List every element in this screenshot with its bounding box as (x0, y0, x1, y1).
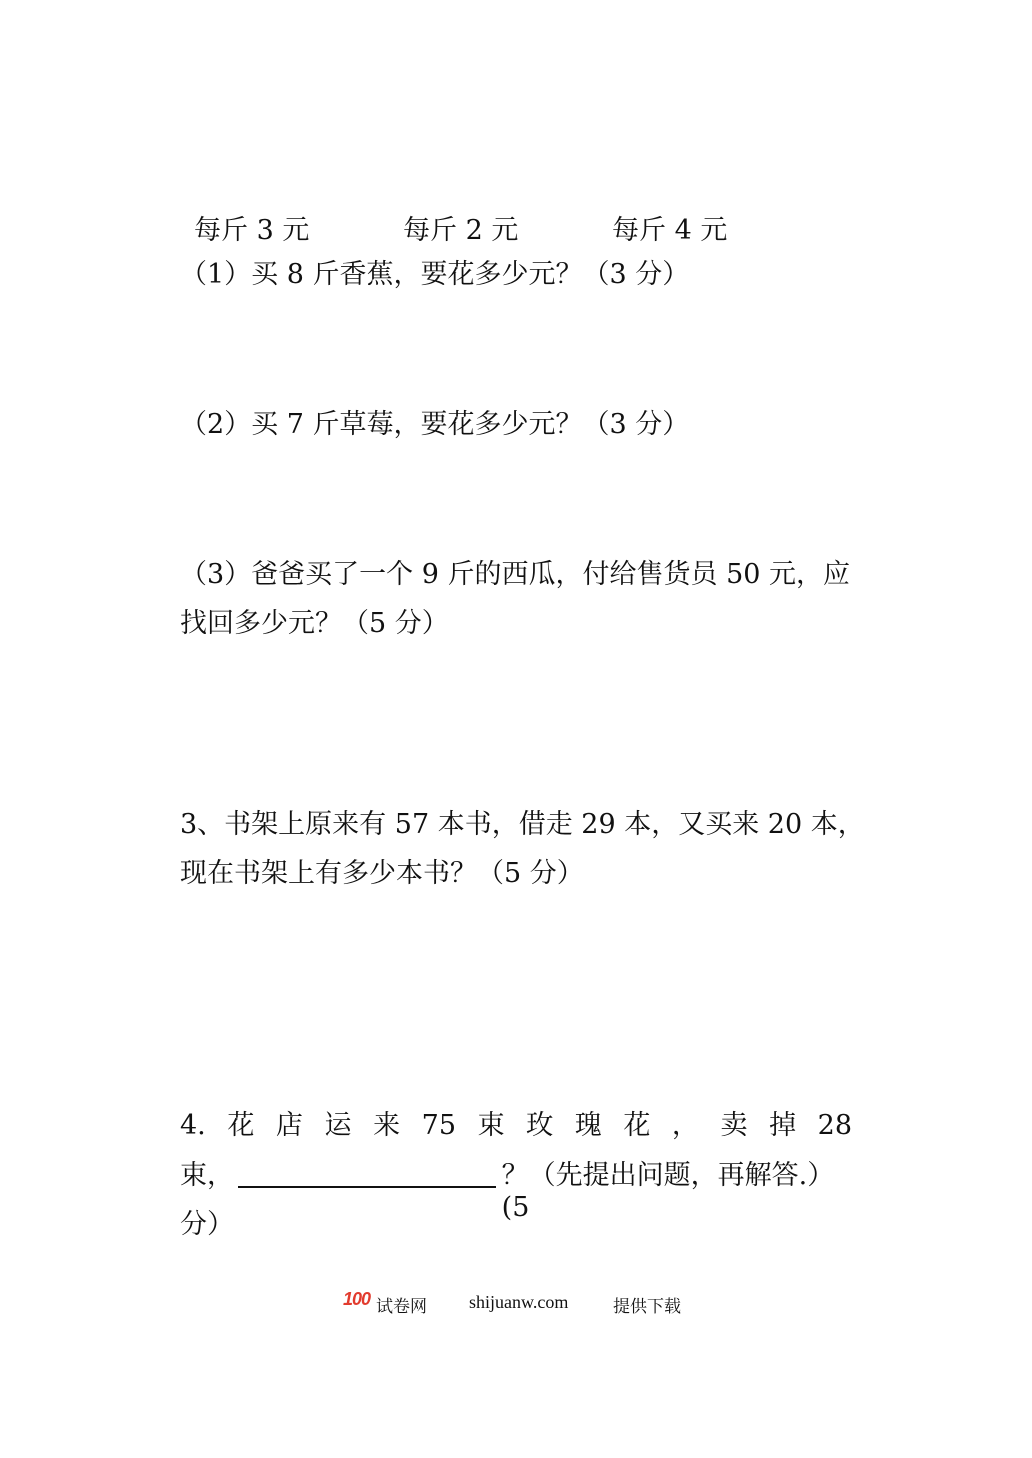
problem-4-word: 花 (623, 1110, 651, 1141)
problem-3-line-2: 现在书架上有多少本书？（5 分） (180, 858, 584, 889)
problem-4-word: 28 (817, 1110, 852, 1141)
problem-4-word: 瑰 (574, 1110, 602, 1141)
problem-4-word: 花 (227, 1110, 255, 1141)
question-1: （1）买 8 斤香蕉，要花多少元？（3 分） (180, 259, 690, 290)
footer-site-name: 试卷网 (376, 1297, 427, 1317)
problem-4-word: 玫 (526, 1110, 554, 1141)
price-label-1: 每斤 3 元 (194, 215, 310, 246)
footer-note: 提供下载 (613, 1297, 681, 1317)
logo-100-icon: 100 (343, 1289, 371, 1309)
problem-4-line-2 (180, 1160, 852, 1224)
price-label-2: 每斤 2 元 (403, 215, 519, 246)
problem-4-word: 束 (477, 1110, 505, 1141)
answer-blank[interactable] (238, 1160, 496, 1188)
problem-4-word: 运 (324, 1110, 352, 1141)
question-3-line-2: 找回多少元？（5 分） (180, 608, 449, 639)
problem-4-line-2-end: ？（先提出问题，再解答.）(5 (501, 1160, 835, 1223)
problem-4-line-3: 分） (180, 1209, 234, 1240)
problem-4-word: 店 (275, 1110, 303, 1141)
question-3-line-1: （3）爸爸买了一个 9 斤的西瓜，付给售货员 50 元，应 (180, 559, 851, 590)
footer-domain[interactable]: shijuanw.com (469, 1292, 569, 1312)
problem-4-word: 4. (180, 1110, 206, 1141)
problem-3-line-1: 3、书架上原来有 57 本书，借走 29 本，又买来 20 本， (180, 809, 865, 840)
problem-4-line-2-start: 束， (180, 1160, 234, 1191)
problem-4-word: ， (671, 1110, 699, 1141)
problem-4-word: 卖 (720, 1110, 748, 1141)
question-2: （2）买 7 斤草莓，要花多少元？（3 分） (180, 409, 690, 440)
problem-4-line-1 (180, 1110, 852, 1142)
problem-4-word: 75 (421, 1110, 457, 1141)
price-label-3: 每斤 4 元 (612, 215, 728, 246)
problem-4-word: 来 (373, 1110, 401, 1141)
problem-4-word: 掉 (769, 1110, 797, 1141)
